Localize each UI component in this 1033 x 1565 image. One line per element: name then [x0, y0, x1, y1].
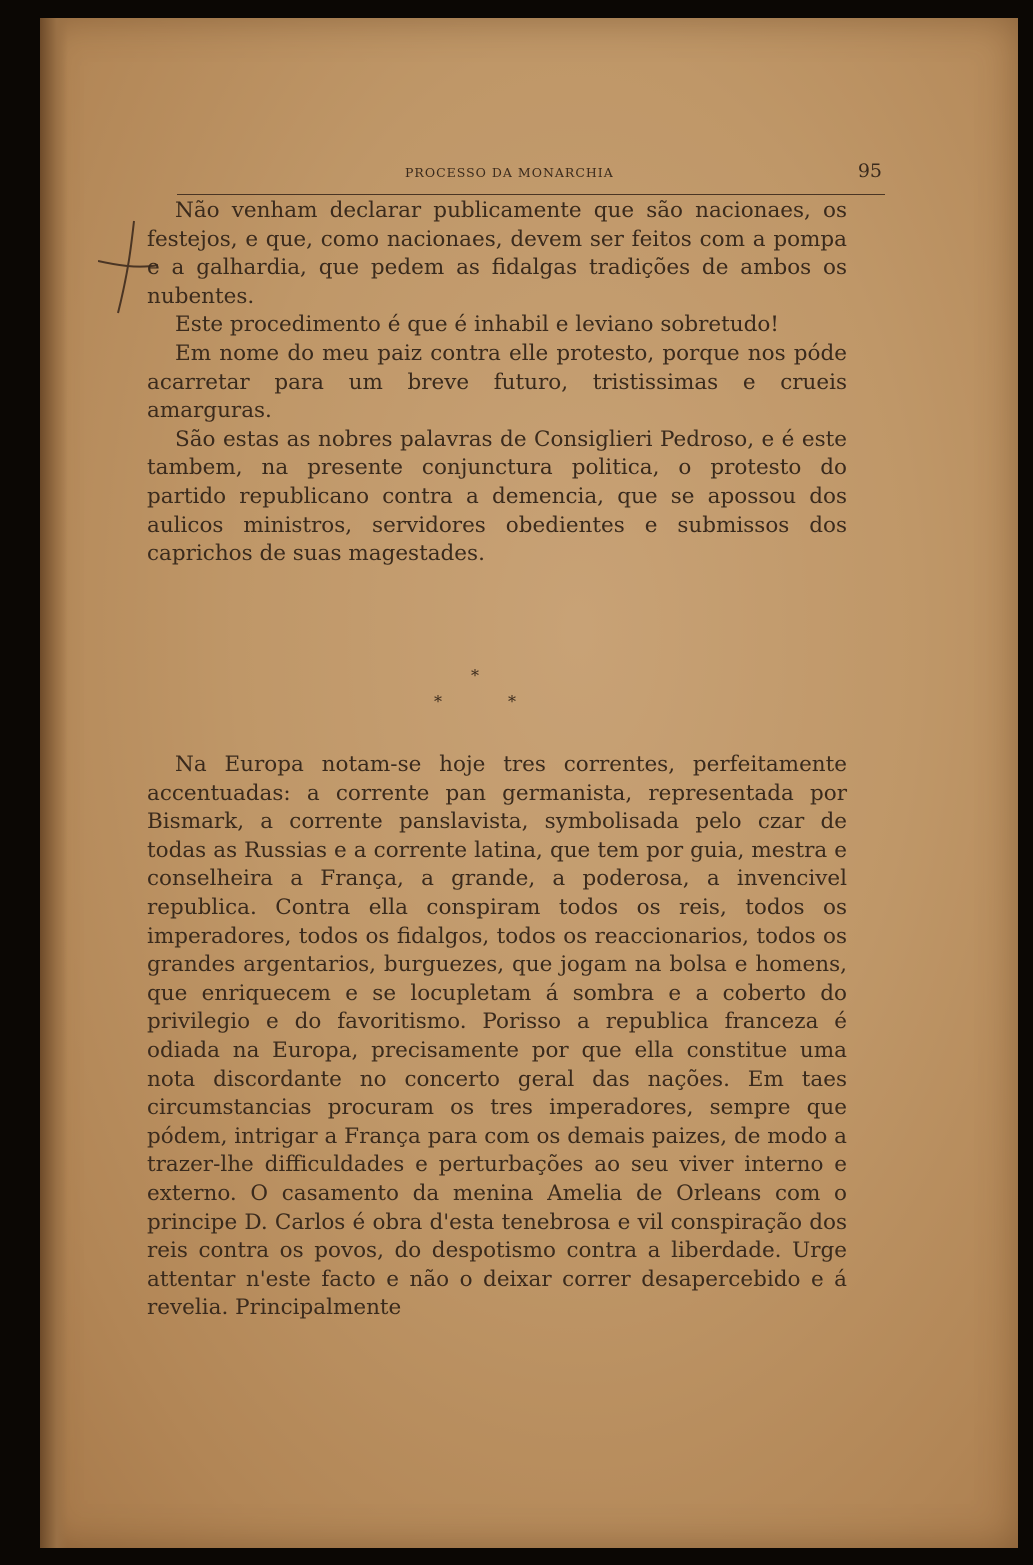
paragraph: Na Europa notam-se hoje tres correntes, perfeitamente accentuadas: a corrente pan germanista, representada por Bismark, a corrente panslavista, symbolisada pelo czar de todas as Russias e a corrente latina, que tem por guia, mestra e conselheira a França, a grande, a poderosa, a invencivel republica. Contra ella conspiram todos os reis, todos os imperadores, todos os fidalgos, todos os reaccionarios, todos os grandes argentarios, burguezes, que jogam na bolsa e homens, que enriquecem e se locupletam á sombra e a coberto do privilegio e do favoritismo. Porisso a republica franceza é odiada na Europa, precisamente por que ella constitue uma nota discordante no concerto geral das nações. Em taes circumstancias procuram os tres imperadores, sempre que pódem, intrigar a França para com os demais paizes, de modo a trazer-lhe difficuldades e perturbações ao seu viver interno e externo. O casamento da menina Amelia de Orleans com o principe D. Carlos é obra d'esta tenebrosa e vil conspiração dos reis contra os povos, do despotismo contra a liberdade. Urge attentar n'este facto e não o deixar correr desapercebido e á revelia. Principalmente	[147, 752, 847, 1321]
running-head: PROCESSO DA MONARCHIA	[405, 165, 614, 180]
asterisk: *	[471, 666, 479, 685]
paragraph: São estas as nobres palavras de Consiglieri Pedroso, e é este tambem, na presente conjunctura politica, o protesto do partido republicano contra a demencia, que se apossou dos aulicos ministros, servidores obedientes e submissos dos caprichos de suas magestades.	[147, 426, 847, 567]
paragraph: Não venham declarar publicamente que são nacionaes, os festejos, e que, como nacionaes, devem ser feitos com a pompa e a galhardia, que pedem as fidalgas tradições de ambos os nubentes.	[147, 198, 847, 309]
paragraph: Em nome do meu paiz contra elle protesto, porque nos póde acarretar para um breve futuro, tristissimas e crueis amarguras.	[147, 340, 847, 424]
header-rule	[177, 194, 885, 195]
section-asterism	[147, 666, 847, 716]
page-binding	[40, 18, 68, 1548]
asterisk: *	[434, 692, 442, 711]
text-block-top	[147, 197, 847, 569]
page-number: 95	[857, 160, 882, 182]
page-header	[180, 160, 882, 190]
asterisk: *	[508, 692, 516, 711]
text-block-bottom	[147, 751, 847, 1323]
paragraph: Este procedimento é que é inhabil e leviano sobretudo!	[175, 312, 779, 338]
